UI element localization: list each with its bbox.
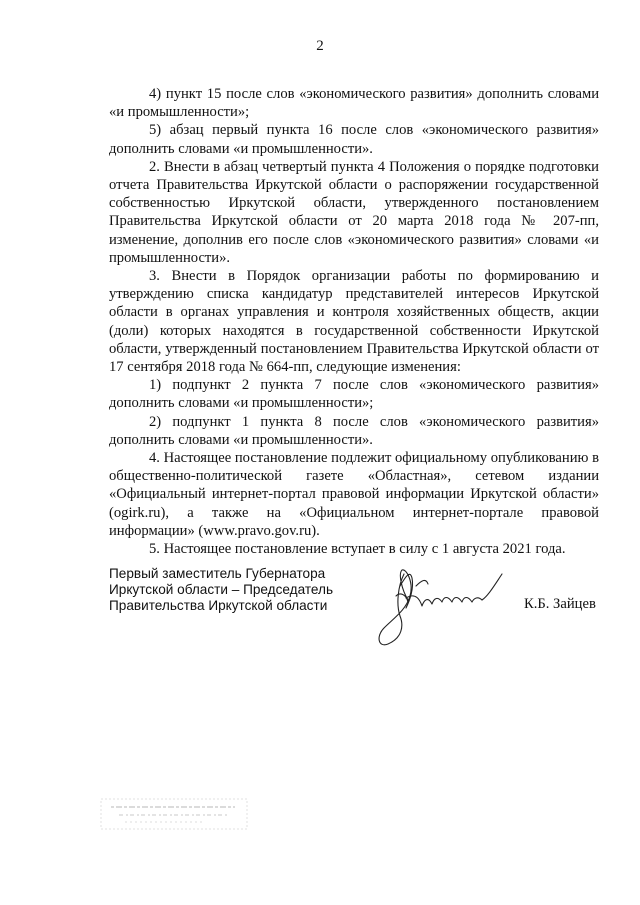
paragraph-section-2: 2. Внести в абзац четвертый пункта 4 Положения о порядке подготовки отчета Правительства Иркутской области о распоряжении государственной собственностью Иркутской области, утвержденного постановлением Правительства Иркутской области от 20 марта 2018 года № 207-пп, изменение, дополнив его после слов «экономического развития» словами «и промышленности». (109, 158, 599, 266)
stamp-icon (95, 795, 250, 833)
paragraph-item-5: 5) абзац первый пункта 16 после слов «экономического развития» дополнить словами «и промышленности». (109, 122, 599, 157)
signatory-name: К.Б. Зайцев (524, 596, 596, 612)
signatory-position (109, 566, 333, 614)
signatory-position-line: Правительства Иркутской области (109, 598, 328, 613)
page-number: 2 (316, 38, 324, 54)
paragraph-section-5: 5. Настоящее постановление вступает в силу с 1 августа 2021 года. (149, 541, 566, 558)
paragraph-item-4: 4) пункт 15 после слов «экономического развития» дополнить словами «и промышленности»; (109, 86, 599, 121)
paragraph-section-3: 3. Внести в Порядок организации работы по формированию и утверждению списка кандидатур представителей интересов Иркутской области в органах управления и контроля хозяйственных обществ, акции (доли) которых находятся в государственной собственности Иркутской области, утвержденный постановлением Правительства Иркутской области от 17 сентября 2018 года № 664-пп, следующие изменения: (109, 268, 599, 376)
paragraph-subitem-2: 2) подпункт 1 пункта 8 после слов «экономического развития» дополнить словами «и промышленности». (109, 413, 599, 448)
signatory-position-line: Иркутской области – Председатель (109, 582, 334, 597)
paragraph-section-4: 4. Настоящее постановление подлежит официальному опубликованию в общественно-политической газете «Областная», сетевом издании «Официальный интернет-портал правовой информации Иркутской области» (ogirk.ru), а также на «Официальном интернет-портале правовой информации» (www.pravo.gov.ru). (109, 450, 599, 539)
paragraph-subitem-1: 1) подпункт 2 пункта 7 после слов «экономического развития» дополнить словами «и промышленности»; (109, 377, 599, 412)
signature-icon (376, 556, 526, 656)
signatory-position-line: Первый заместитель Губернатора (109, 566, 326, 581)
document-body (109, 85, 599, 558)
